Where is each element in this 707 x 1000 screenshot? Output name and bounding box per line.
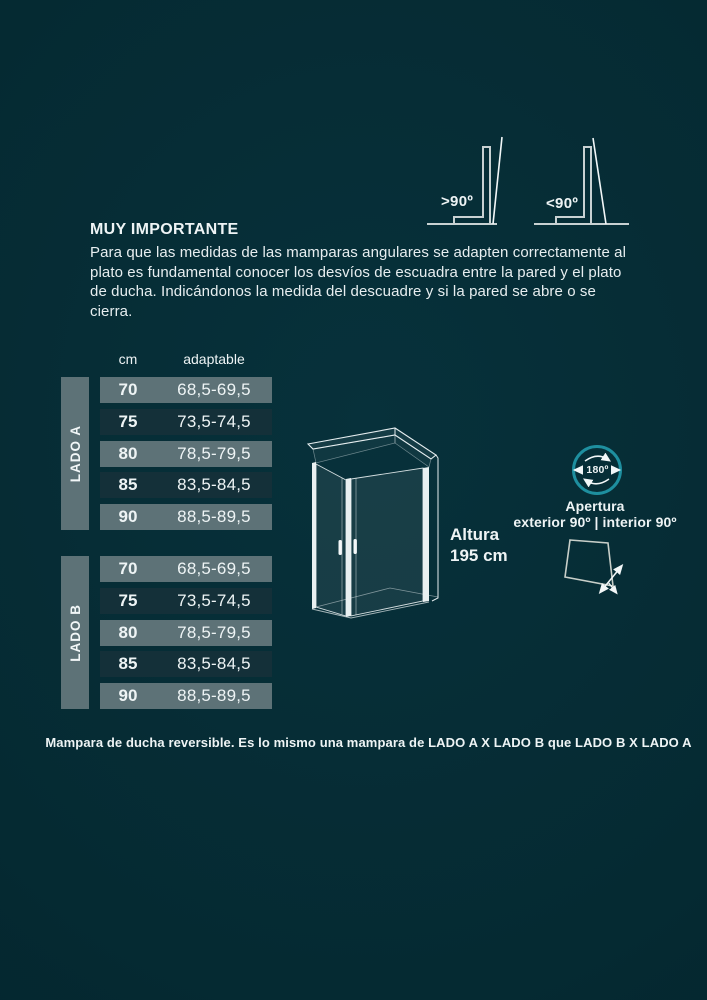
table-row [100, 588, 272, 614]
lado-b-label: LADO B [67, 603, 83, 662]
cm-value: 80 [118, 622, 138, 642]
apertura-text [500, 499, 690, 530]
adaptable-value: 78,5-79,5 [177, 622, 251, 642]
adaptable-value: 88,5-89,5 [177, 507, 251, 526]
height-label-line1: Altura [450, 525, 500, 544]
column-header-adaptable: adaptable [183, 351, 245, 367]
angle-closed-label: <90º [546, 195, 579, 212]
table-row [100, 377, 272, 403]
adaptable-value: 83,5-84,5 [177, 475, 251, 495]
table-row [100, 472, 272, 498]
cm-value: 70 [118, 380, 138, 399]
adaptable-value: 68,5-69,5 [177, 380, 251, 399]
lado-b-bar [61, 556, 89, 709]
adaptable-value: 88,5-89,5 [177, 686, 251, 705]
lado-a-label: LADO A [67, 424, 83, 483]
cm-value: 70 [118, 559, 138, 578]
table-row [100, 683, 272, 709]
important-title: MUY IMPORTANTE [90, 221, 239, 238]
cm-value: 75 [118, 411, 138, 431]
adaptable-value: 83,5-84,5 [177, 654, 251, 674]
rotation-180-label: 180º [586, 464, 609, 476]
apertura-line1: Apertura [565, 498, 625, 514]
lado-a-bar [61, 377, 89, 530]
cm-value: 85 [118, 654, 138, 674]
table-row [100, 441, 272, 467]
lado-b-table [100, 556, 272, 709]
table-row [100, 409, 272, 435]
angle-open-label: >90º [441, 193, 474, 210]
cm-value: 80 [118, 443, 138, 463]
apertura-line2: exterior 90º | interior 90º [513, 513, 677, 530]
descuadre-icon [558, 530, 636, 606]
cm-value: 90 [118, 507, 138, 526]
adaptable-value: 78,5-79,5 [177, 443, 251, 463]
wall-angle-open-icon [423, 133, 507, 229]
cm-value: 75 [118, 590, 138, 610]
adaptable-value: 68,5-69,5 [177, 559, 251, 578]
lado-a-table [100, 377, 272, 530]
table-row [100, 556, 272, 582]
height-label [450, 524, 508, 566]
table-row [100, 651, 272, 677]
table-row [100, 620, 272, 646]
wall-angle-closed-icon [528, 133, 634, 229]
shower-enclosure-diagram [305, 425, 445, 623]
table-row [100, 504, 272, 530]
cm-value: 90 [118, 686, 138, 705]
height-label-line2: 195 cm [450, 546, 508, 565]
reversible-note: Mampara de ducha reversible. Es lo mismo una mampara de LADO A X LADO B que LADO B X LADO A [45, 735, 692, 750]
column-header-cm: cm [118, 351, 138, 367]
adaptable-value: 73,5-74,5 [177, 411, 251, 431]
cm-value: 85 [118, 475, 138, 495]
adaptable-value: 73,5-74,5 [177, 590, 251, 610]
important-paragraph: Para que las medidas de las mamparas angulares se adapten correctamente al plato es fundamental conocer los desvíos de escuadra entre la pared y el plato de ducha. Indicándonos la medida del descuadre y si la pared se abre o se cierra. [90, 244, 627, 320]
